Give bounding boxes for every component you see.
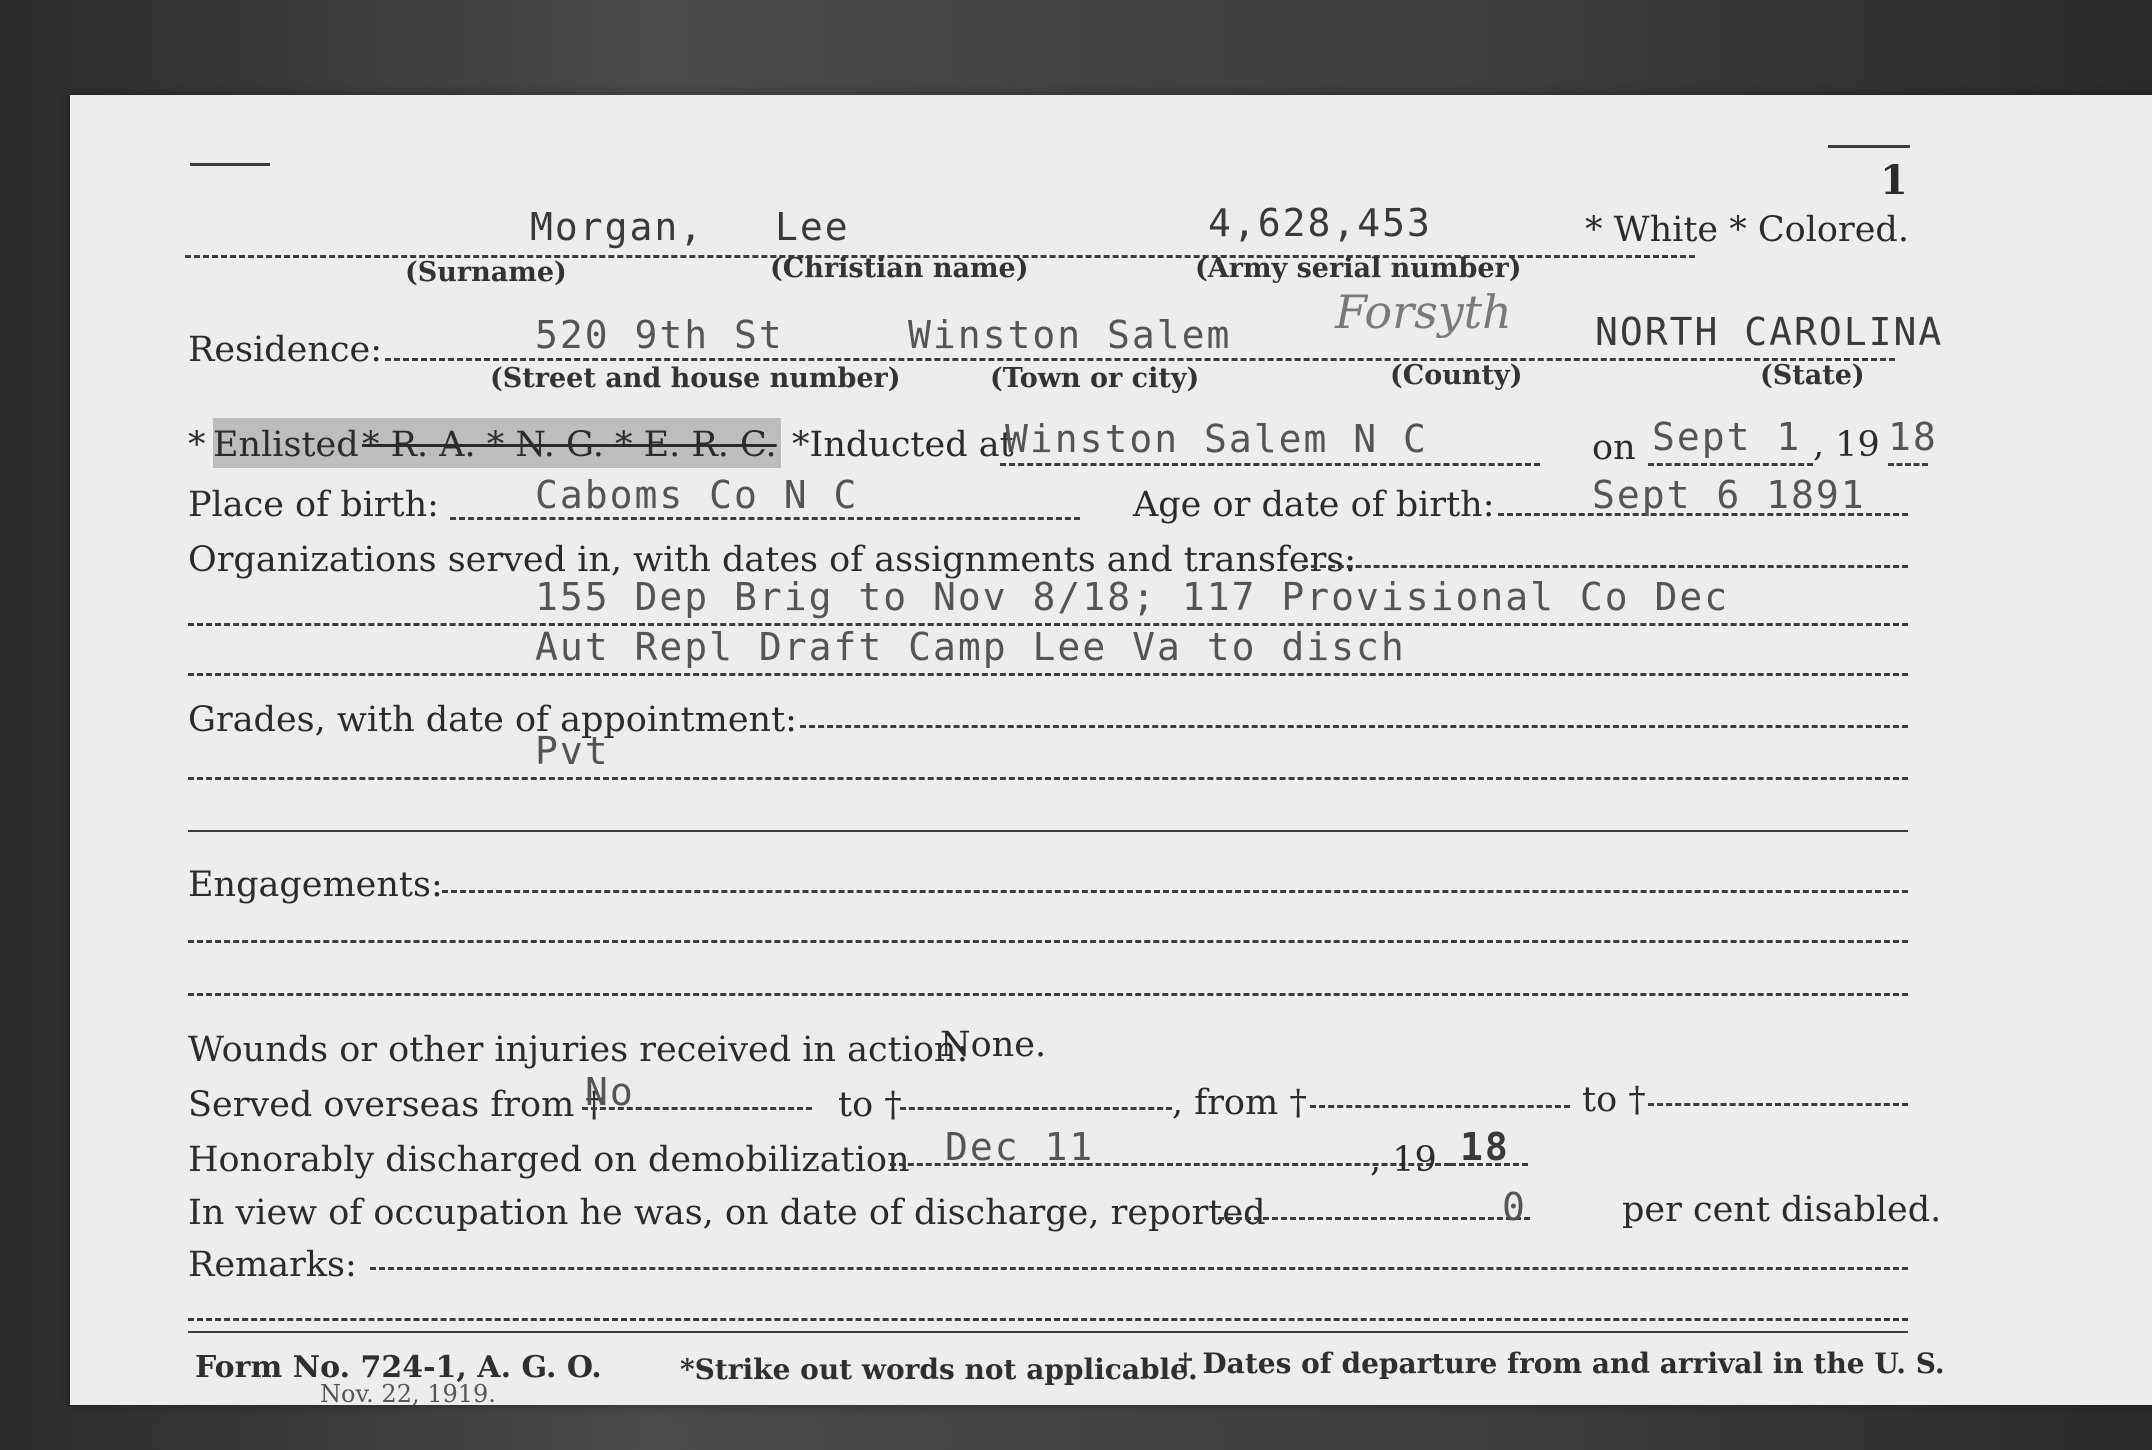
organizations-entry-1: 155 Dep Brig to Nov 8/18; 117 Provisional Co Dec	[535, 575, 1730, 619]
place-of-birth-line	[450, 517, 1080, 520]
form-date: Nov. 22, 1919.	[320, 1380, 496, 1408]
grades-label: Grades, with date of appointment:	[188, 700, 797, 740]
place-of-birth-label: Place of birth:	[188, 485, 439, 525]
footnote-strike: *Strike out words not applicable.	[680, 1353, 1198, 1386]
organizations-label: Organizations served in, with dates of assignments and transfers:	[188, 540, 1357, 580]
county-caption: (County)	[1390, 360, 1523, 391]
inducted-year-value: 18	[1888, 415, 1938, 459]
service-record-card	[70, 95, 2152, 1408]
card-number: 1	[1880, 157, 1908, 204]
overseas-from2-line	[1310, 1105, 1570, 1108]
age-label: Age or date of birth:	[1133, 485, 1495, 525]
overseas-from2-label: , from †	[1172, 1083, 1307, 1123]
overseas-to-label: to †	[838, 1085, 902, 1125]
discharge-label: Honorably discharged on demobilization	[188, 1140, 910, 1180]
remarks-line-0	[370, 1267, 1908, 1270]
state-caption: (State)	[1760, 360, 1865, 391]
organizations-line-2	[188, 673, 1908, 676]
residence-line	[385, 358, 1895, 361]
remarks-line-2	[188, 1331, 1908, 1333]
top-left-rule	[190, 163, 270, 166]
remarks-line-1	[188, 1318, 1908, 1321]
disability-line	[1218, 1217, 1530, 1220]
overseas-from-label: Served overseas from †	[188, 1085, 603, 1125]
inducted-label: *Inducted at	[792, 425, 1014, 465]
discharge-year-prefix: , 19	[1370, 1140, 1437, 1180]
disability-label: In view of occupation he was, on date of discharge, reported	[188, 1193, 1266, 1233]
serial-caption: (Army serial number)	[1195, 253, 1522, 284]
race-field: * White * Colored.	[1585, 210, 1909, 250]
inducted-date-line	[1648, 463, 1813, 466]
organizations-entry-2: Aut Repl Draft Camp Lee Va to disch	[535, 625, 1406, 669]
town-caption: (Town or city)	[990, 363, 1200, 394]
engagements-label: Engagements:	[188, 865, 443, 905]
ra-ng-erc-text: * R. A. * N. G. * E. R. C.	[362, 425, 777, 465]
overseas-to2-label: to †	[1582, 1080, 1646, 1120]
engagements-line-0	[442, 890, 1908, 893]
surname-value: Morgan,	[530, 205, 705, 249]
grades-line-0	[800, 725, 1908, 728]
engagements-line-1	[188, 940, 1908, 943]
organizations-line-0	[1302, 565, 1908, 568]
disability-suffix: per cent disabled.	[1622, 1190, 1942, 1230]
residence-label: Residence:	[188, 330, 382, 370]
inducted-line	[1000, 463, 1540, 466]
discharge-date-value: Dec 11	[945, 1125, 1095, 1169]
grades-line-1	[188, 777, 1908, 780]
county-value: Forsyth	[1335, 285, 1512, 339]
state-value: NORTH CAROLINA	[1595, 310, 1944, 354]
remarks-label: Remarks:	[188, 1245, 357, 1285]
wounds-label: Wounds or other injuries received in action:	[188, 1030, 969, 1070]
inducted-place-value: Winston Salem N C	[1005, 417, 1428, 461]
place-of-birth-value: Caboms Co N C	[535, 473, 859, 517]
discharge-year-value: 18	[1460, 1125, 1510, 1169]
christian-name-value: Lee	[775, 205, 850, 249]
grades-value: Pvt	[535, 729, 610, 773]
town-value: Winston Salem	[908, 313, 1232, 357]
inducted-year-line	[1888, 463, 1928, 466]
overseas-from-value: No	[585, 1070, 635, 1114]
on-label: on	[1592, 428, 1636, 468]
surname-caption: (Surname)	[405, 257, 567, 288]
christian-caption: (Christian name)	[770, 253, 1029, 284]
overseas-to-line	[900, 1107, 1172, 1110]
street-caption: (Street and house number)	[490, 363, 901, 394]
grades-line-2	[188, 830, 1908, 832]
inducted-year-prefix: , 19	[1813, 425, 1880, 465]
enlisted-text: Enlisted	[213, 425, 359, 465]
birth-date-value: Sept 6 1891	[1592, 473, 1866, 517]
disability-value: 0	[1502, 1185, 1527, 1229]
overseas-to2-line	[1648, 1103, 1908, 1106]
street-value: 520 9th St	[535, 313, 784, 357]
footnote-dates: † Dates of departure from and arrival in the U. S.	[1178, 1347, 1945, 1380]
engagements-line-2	[188, 993, 1908, 996]
form-number: Form No. 724-1, A. G. O.	[195, 1350, 602, 1385]
wounds-value: None.	[940, 1025, 1047, 1065]
inducted-date-value: Sept 1	[1652, 415, 1802, 459]
serial-number-value: 4,628,453	[1208, 201, 1432, 245]
top-right-rule	[1828, 145, 1910, 148]
enlisted-prefix: *	[188, 425, 206, 465]
